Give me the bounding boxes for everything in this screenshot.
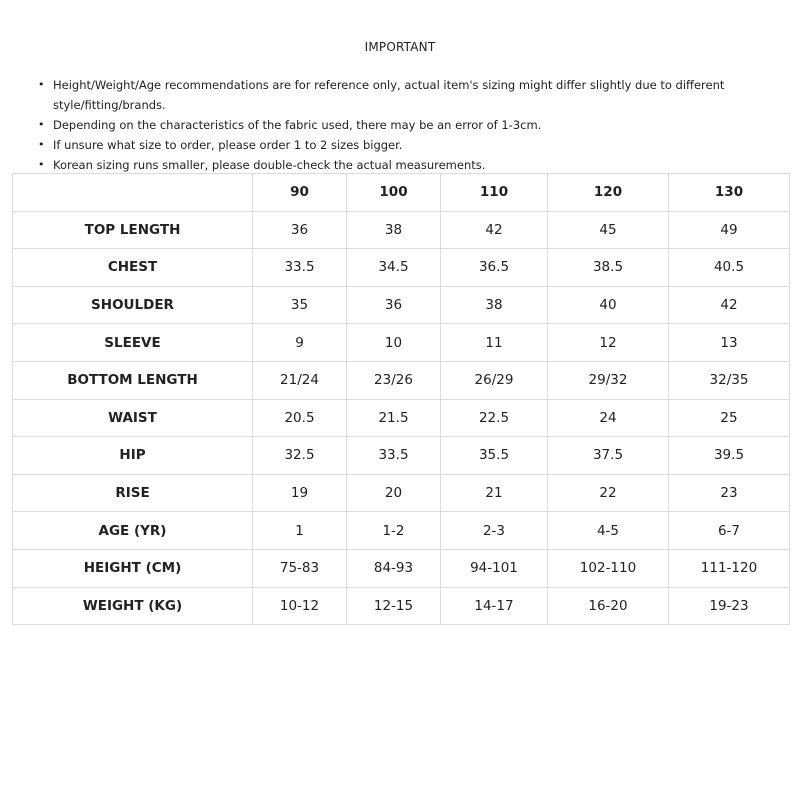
measurement-cell: 45 [548,211,669,249]
measurement-cell: 40.5 [669,249,790,287]
size-header: 110 [441,174,548,212]
measurement-cell: 36 [347,286,441,324]
measurement-cell: 4-5 [548,512,669,550]
corner-cell [13,174,253,212]
measurement-cell: 32/35 [669,361,790,399]
page-title: IMPORTANT [364,40,436,54]
table-row [13,211,790,249]
measurement-cell: 34.5 [347,249,441,287]
measurement-cell: 38 [441,286,548,324]
measurement-cell: 12-15 [347,587,441,625]
measurement-cell: 33.5 [253,249,347,287]
measurement-cell: 42 [441,211,548,249]
measurement-cell: 24 [548,399,669,437]
row-label: BOTTOM LENGTH [13,361,253,399]
measurement-cell: 36 [253,211,347,249]
size-header: 120 [548,174,669,212]
measurement-cell: 33.5 [347,437,441,475]
measurement-cell: 11 [441,324,548,362]
notes-list [36,75,776,175]
measurement-cell: 38.5 [548,249,669,287]
measurement-cell: 10 [347,324,441,362]
measurement-cell: 102-110 [548,549,669,587]
measurement-cell: 32.5 [253,437,347,475]
measurement-cell: 19-23 [669,587,790,625]
table-row [13,587,790,625]
measurement-cell: 75-83 [253,549,347,587]
measurement-cell: 2-3 [441,512,548,550]
table-row [13,399,790,437]
measurement-cell: 36.5 [441,249,548,287]
table-row [13,249,790,287]
measurement-cell: 37.5 [548,437,669,475]
table-row [13,549,790,587]
measurement-cell: 1 [253,512,347,550]
measurement-cell: 29/32 [548,361,669,399]
measurement-cell: 94-101 [441,549,548,587]
note-item: • If unsure what size to order, please order 1 to 2 sizes bigger. [36,135,776,155]
table-header-row [13,174,790,212]
measurement-cell: 1-2 [347,512,441,550]
measurement-cell: 22.5 [441,399,548,437]
table-row [13,474,790,512]
measurement-cell: 10-12 [253,587,347,625]
row-label: WEIGHT (KG) [13,587,253,625]
measurement-cell: 19 [253,474,347,512]
table-row [13,437,790,475]
row-label: HEIGHT (CM) [13,549,253,587]
measurement-cell: 42 [669,286,790,324]
measurement-cell: 13 [669,324,790,362]
note-item: • Korean sizing runs smaller, please double-check the actual measurements. [36,155,776,175]
row-label: TOP LENGTH [13,211,253,249]
measurement-cell: 35 [253,286,347,324]
row-label: WAIST [13,399,253,437]
size-header: 130 [669,174,790,212]
note-item: • Height/Weight/Age recommendations are for reference only, actual item's sizing might differ slightly due to different style/fitting/brands. [36,75,776,115]
measurement-cell: 22 [548,474,669,512]
row-label: HIP [13,437,253,475]
measurement-cell: 6-7 [669,512,790,550]
measurement-cell: 16-20 [548,587,669,625]
measurement-cell: 14-17 [441,587,548,625]
row-label: AGE (YR) [13,512,253,550]
size-header: 90 [253,174,347,212]
measurement-cell: 49 [669,211,790,249]
measurement-cell: 111-120 [669,549,790,587]
measurement-cell: 38 [347,211,441,249]
measurement-cell: 26/29 [441,361,548,399]
note-item: • Depending on the characteristics of the fabric used, there may be an error of 1-3cm. [36,115,776,135]
size-chart-table [12,173,790,625]
row-label: SLEEVE [13,324,253,362]
table-row [13,512,790,550]
measurement-cell: 23 [669,474,790,512]
size-header: 100 [347,174,441,212]
table-row [13,361,790,399]
table-row [13,324,790,362]
measurement-cell: 21 [441,474,548,512]
measurement-cell: 12 [548,324,669,362]
measurement-cell: 84-93 [347,549,441,587]
measurement-cell: 20 [347,474,441,512]
row-label: CHEST [13,249,253,287]
measurement-cell: 20.5 [253,399,347,437]
measurement-cell: 21/24 [253,361,347,399]
measurement-cell: 21.5 [347,399,441,437]
row-label: SHOULDER [13,286,253,324]
table-row [13,286,790,324]
measurement-cell: 23/26 [347,361,441,399]
measurement-cell: 9 [253,324,347,362]
measurement-cell: 25 [669,399,790,437]
measurement-cell: 40 [548,286,669,324]
row-label: RISE [13,474,253,512]
measurement-cell: 35.5 [441,437,548,475]
measurement-cell: 39.5 [669,437,790,475]
